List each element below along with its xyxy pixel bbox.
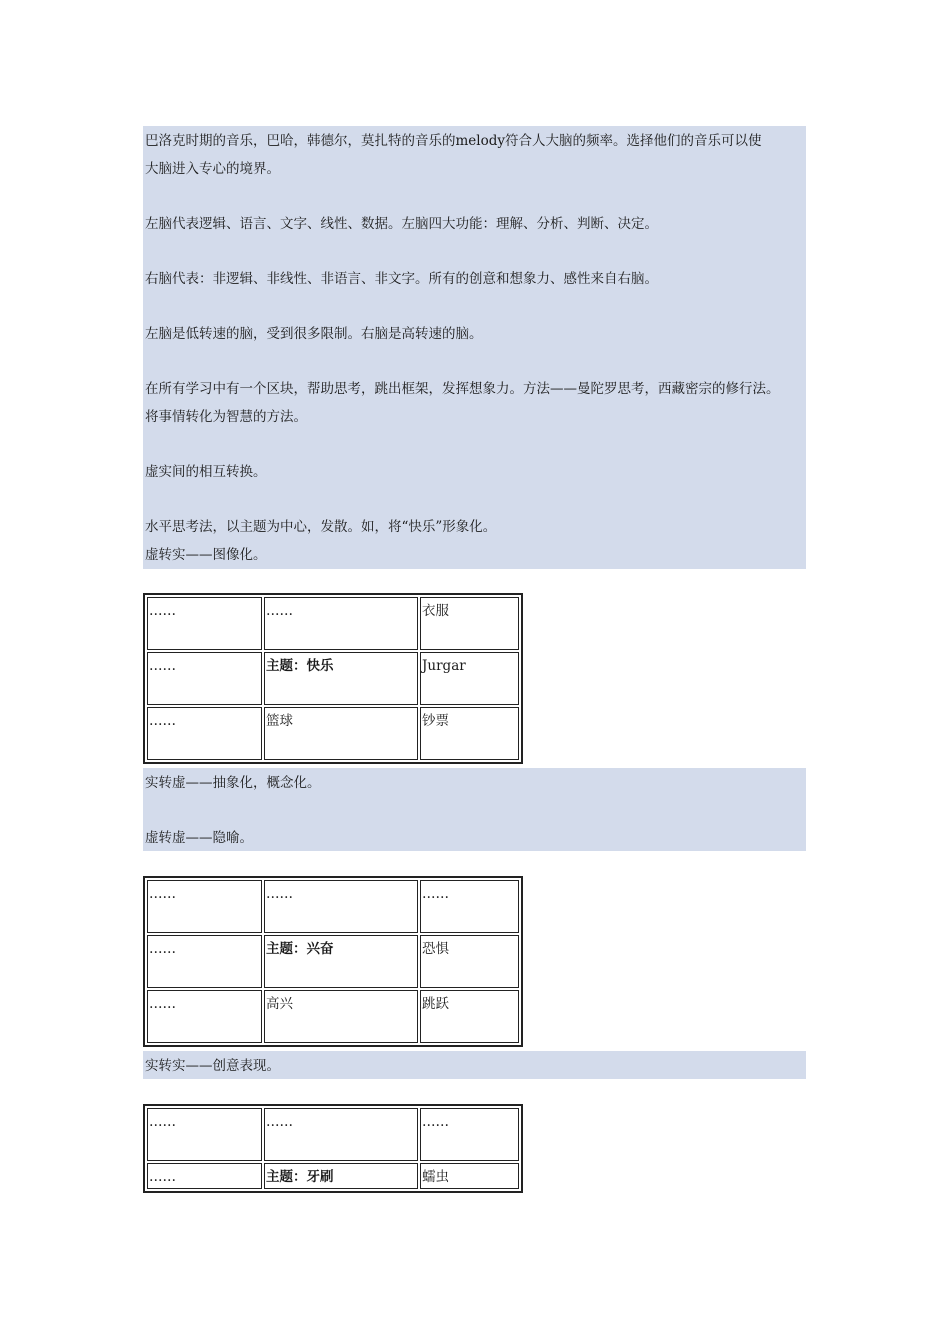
- table-cell: 篮球: [264, 707, 418, 760]
- table-cell: ……: [147, 990, 262, 1043]
- paragraph-lateral-thinking-line2: 虚转实——图像化。: [145, 547, 267, 563]
- table-cell: ……: [147, 597, 262, 650]
- table-cell-topic: 主题：快乐: [264, 652, 418, 705]
- table-row: [147, 1163, 519, 1189]
- table-row: [147, 597, 519, 650]
- table-cell: ……: [147, 880, 262, 933]
- table-cell: 跳跃: [420, 990, 519, 1043]
- table-cell: 恐惧: [420, 935, 519, 988]
- table-cell: 衣服: [420, 597, 519, 650]
- table-cell: ……: [264, 880, 418, 933]
- table-cell: 蠕虫: [420, 1163, 519, 1189]
- paragraph-baroque-line2: 大脑进入专心的境界。: [145, 161, 280, 177]
- table-row: [147, 880, 519, 933]
- table-cell: ……: [264, 597, 418, 650]
- paragraph-left-brain: 左脑代表逻辑、语言、文字、线性、数据。左脑四大功能：理解、分析、判断、决定。: [145, 216, 658, 232]
- intro-highlight: [143, 126, 806, 569]
- table-row: [147, 1108, 519, 1161]
- table-row: [147, 652, 519, 705]
- paragraph-brain-speed: 左脑是低转速的脑，受到很多限制。右脑是高转速的脑。: [145, 326, 483, 342]
- table-cell: ……: [420, 880, 519, 933]
- table-row: [147, 990, 519, 1043]
- table-cell-topic: 主题：兴奋: [264, 935, 418, 988]
- table-cell-topic: 主题：牙刷: [264, 1163, 418, 1189]
- table-cell: ……: [147, 935, 262, 988]
- table-cell: ……: [264, 1108, 418, 1161]
- paragraph-conversion: 虚实间的相互转换。: [145, 464, 267, 480]
- paragraph-real-to-virtual: 实转虚——抽象化，概念化。: [145, 775, 321, 791]
- paragraph-mandala-line1: 在所有学习中有一个区块，帮助思考，跳出框架，发挥想象力。方法——曼陀罗思考，西藏密宗的修行法。: [145, 381, 780, 397]
- paragraph-baroque-line1: 巴洛克时期的音乐，巴哈，韩德尔，莫扎特的音乐的melody符合人大脑的频率。选择他们的音乐可以使: [145, 133, 762, 149]
- table-cell: ……: [147, 707, 262, 760]
- paragraph-real-to-real: 实转实——创意表现。: [145, 1058, 280, 1074]
- table-cell: 钞票: [420, 707, 519, 760]
- table-cell: 高兴: [264, 990, 418, 1043]
- table-cell: ……: [147, 1108, 262, 1161]
- table-row: [147, 935, 519, 988]
- table-cell: Jurgar: [420, 652, 519, 705]
- table-row: [147, 707, 519, 760]
- paragraph-virtual-to-virtual: 虚转虚——隐喻。: [145, 830, 253, 846]
- table-cell: ……: [420, 1108, 519, 1161]
- paragraph-lateral-thinking-line1: 水平思考法，以主题为中心，发散。如，将“快乐”形象化。: [145, 519, 497, 535]
- paragraph-right-brain: 右脑代表：非逻辑、非线性、非语言、非文字。所有的创意和想象力、感性来自右脑。: [145, 271, 658, 287]
- table-cell: ……: [147, 1163, 262, 1189]
- paragraph-mandala-line2: 将事情转化为智慧的方法。: [145, 409, 307, 425]
- mandala-table-toothbrush: [143, 1104, 523, 1193]
- table-cell: ……: [147, 652, 262, 705]
- mandala-table-happy: [143, 593, 523, 764]
- mandala-table-excited: [143, 876, 523, 1047]
